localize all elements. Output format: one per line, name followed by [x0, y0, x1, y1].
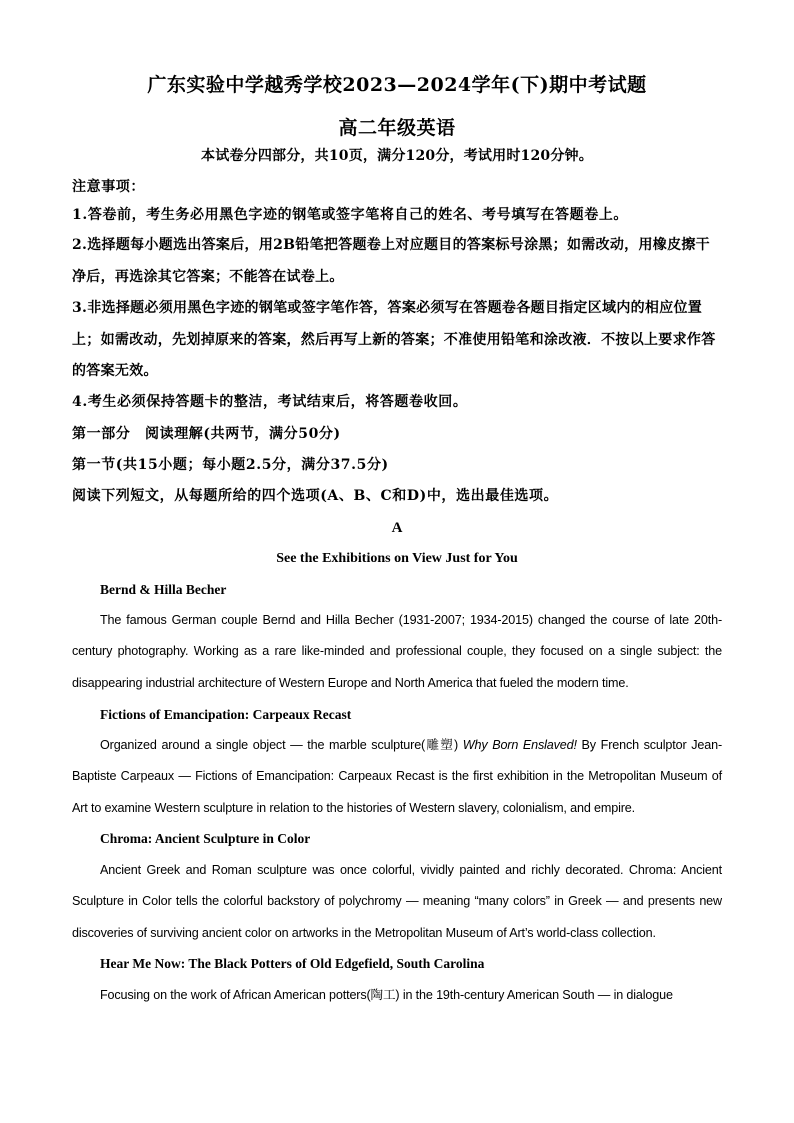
- notice-item-4: 4.考生必须保持答题卡的整洁，考试结束后，将答题卷收回。: [72, 394, 468, 410]
- passage-title: See the Exhibitions on View Just for You: [276, 551, 518, 566]
- exhibit-heading-3: Chroma: Ancient Sculpture in Color: [100, 831, 311, 846]
- exhibit-text-3: Ancient Greek and Roman sculpture was once colorful, vividly painted and richly decorated. Chroma: Ancient Sculpture in Color tells the colorful backstory of polychromy — meaning “many colors” in Greek — and presents new discoveries of surviving ancient color on artworks in the Metropolitan Museum of Art’s world-class collection.: [72, 863, 722, 940]
- notice-item-2: 2.选择题每小题选出答案后，用2B铅笔把答题卷上对应题目的答案标号涂黑；如需改动，用橡皮擦干净后，再选涂其它答案；不能答在试卷上。: [72, 237, 710, 285]
- notice-item-1: 1.答卷前，考生务必用黑色字迹的钢笔或签字笔将自己的姓名、考号填写在答题卷上。: [72, 207, 629, 223]
- exhibit-text-2-after: By French sculptor Jean-Baptiste Carpeaux — Fictions of Emancipation: Carpeaux Recast is the first exhibition in the Metropolitan Museum of Art to examine Western sculpture in relation to the histories of Western slavery, colonialism, and empire.: [72, 738, 722, 815]
- exhibit-text-1: The famous German couple Bernd and Hilla Becher (1931-2007; 1934-2015) changed the course of late 20th-century photography. Working as a rare like-minded and professional couple, they focused on a single subject: the disappearing industrial architecture of Western Europe and North America that fueled the modern time.: [72, 613, 722, 690]
- passage-label: A: [391, 520, 403, 536]
- section-heading: 第一节(共15小题；每小题2.5分，满分37.5分): [72, 457, 389, 473]
- section-instructions: 阅读下列短文，从每题所给的四个选项(A、B、C和D)中，选出最佳选项。: [72, 488, 559, 504]
- exhibit-heading-4: Hear Me Now: The Black Potters of Old Edgefield, South Carolina: [100, 956, 485, 971]
- notice-item-3: 3.非选择题必须用黑色字迹的钢笔或签字笔作答，答案必须写在答题卷各题目指定区域内的相应位置上；如需改动，先划掉原来的答案，然后再写上新的答案；不准使用铅笔和涂改液．不按以上要求作答的答案无效。: [72, 300, 716, 379]
- exam-subtitle: 高二年级英语: [338, 117, 456, 139]
- part-heading: 第一部分 阅读理解(共两节，满分50分): [72, 426, 341, 442]
- exhibit-text-2-before: Organized around a single object — the marble sculpture(雕塑): [100, 738, 463, 752]
- exam-info: 本试卷分四部分，共10页，满分120分，考试用时120分钟。: [201, 148, 593, 164]
- exhibit-heading-1: Bernd & Hilla Becher: [100, 582, 227, 597]
- exhibit-heading-2: Fictions of Emancipation: Carpeaux Recast: [100, 707, 352, 722]
- sculpture-title: Why Born Enslaved!: [462, 738, 577, 752]
- notice-heading: 注意事项：: [72, 179, 145, 195]
- exam-title: 广东实验中学越秀学校2023—2024学年(下)期中考试题: [147, 74, 647, 96]
- exhibit-text-2: [72, 730, 722, 824]
- exhibit-text-4: Focusing on the work of African American potters(陶工) in the 19th-century American South — in dialogue: [100, 988, 673, 1002]
